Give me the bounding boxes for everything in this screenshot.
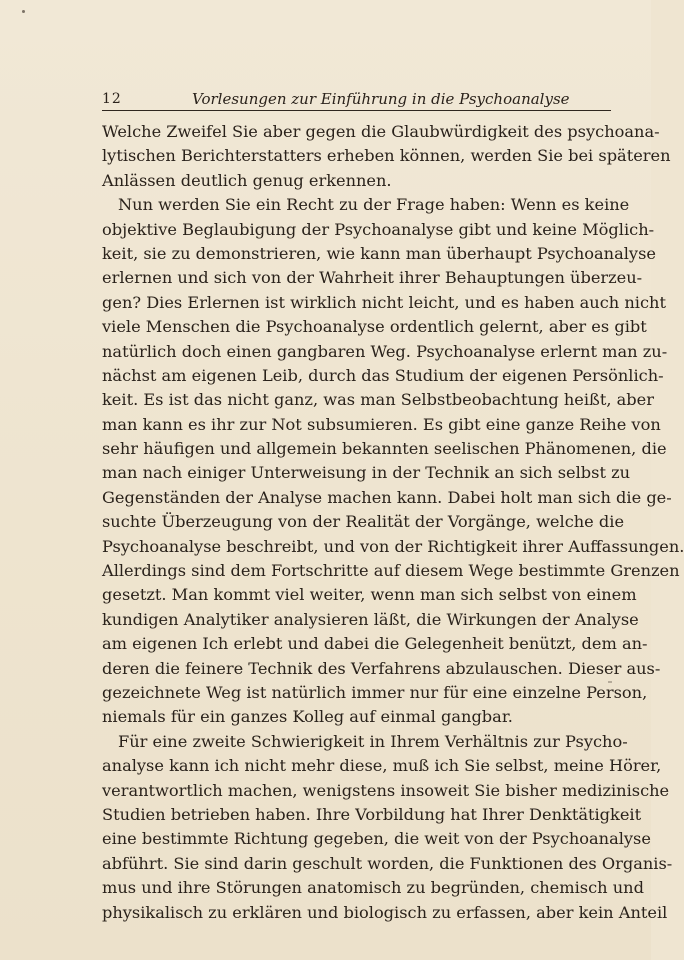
paper-mark [608, 681, 612, 683]
text-line: mus und ihre Störungen anatomisch zu begründen, chemisch und [102, 878, 644, 898]
text-line: Für eine zweite Schwierigkeit in Ihrem Verhältnis zur Psycho- [118, 731, 628, 751]
page-number: 12 [102, 91, 122, 107]
text-line: deren die feinere Technik des Verfahrens abzulauschen. Dieser aus- [102, 658, 661, 678]
page-header [102, 90, 611, 112]
text-line: sehr häufigen und allgemein bekannten seelischen Phänomenen, die [102, 439, 667, 459]
paper-speck [22, 10, 25, 13]
text-line: objektive Beglaubigung der Psychoanalyse gibt und keine Möglich- [102, 219, 655, 239]
text-line: keit. Es ist das nicht ganz, was man Selbstbeobachtung heißt, aber [102, 390, 654, 410]
text-line: gezeichnete Weg ist natürlich immer nur für eine einzelne Person, [102, 682, 648, 702]
body-text [102, 120, 684, 925]
text-line: niemals für ein ganzes Kolleg auf einmal gangbar. [102, 707, 513, 727]
text-line: keit, sie zu demonstrieren, wie kann man überhaupt Psychoanalyse [102, 243, 656, 263]
text-line: Welche Zweifel Sie aber gegen die Glaubwürdigkeit des psychoana- [102, 122, 660, 141]
text-line: Anlässen deutlich genug erkennen. [102, 170, 392, 190]
running-title: Vorlesungen zur Einführung in die Psychoanalyse [192, 90, 570, 108]
text-line: suchte Überzeugung von der Realität der Vorgänge, welche die [102, 512, 625, 532]
text-line: viele Menschen die Psychoanalyse ordentlich gelernt, aber es gibt [102, 317, 647, 337]
text-line: kundigen Analytiker analysieren läßt, die Wirkungen der Analyse [102, 609, 639, 629]
text-line: verantwortlich machen, wenigstens insoweit Sie bisher medizinische [102, 780, 670, 800]
text-line: am eigenen Ich erlebt und dabei die Gelegenheit benützt, dem an- [102, 634, 648, 654]
text-line: natürlich doch einen gangbaren Weg. Psychoanalyse erlernt man zu- [102, 341, 668, 361]
text-line: erlernen und sich von der Wahrheit ihrer Behauptungen überzeu- [102, 268, 643, 288]
text-line: man kann es ihr zur Not subsumieren. Es gibt eine ganze Reihe von [102, 414, 661, 434]
text-line: analyse kann ich nicht mehr diese, muß ich Sie selbst, meine Hörer, [102, 756, 662, 776]
text-line: man nach einiger Unterweisung in der Technik an sich selbst zu [102, 463, 631, 483]
text-line: Gegenständen der Analyse machen kann. Dabei holt man sich die ge- [102, 487, 672, 507]
text-line: abführt. Sie sind darin geschult worden, die Funktionen des Organis- [102, 853, 673, 873]
text-line: Psychoanalyse beschreibt, und von der Richtigkeit ihrer Auffassungen. [102, 536, 684, 556]
text-line: Allerdings sind dem Fortschritte auf diesem Wege bestimmte Grenzen [102, 561, 680, 581]
text-line: lytischen Berichterstatters erheben können, werden Sie bei späteren [102, 146, 671, 166]
header-rule [102, 110, 611, 111]
text-line: eine bestimmte Richtung gegeben, die weit von der Psychoanalyse [102, 829, 651, 849]
text-line: Nun werden Sie ein Recht zu der Frage haben: Wenn es keine [118, 195, 630, 215]
text-line: physikalisch zu erklären und biologisch zu erfassen, aber kein Anteil [102, 902, 668, 922]
text-line: Studien betrieben haben. Ihre Vorbildung hat Ihrer Denktätigkeit [102, 804, 642, 824]
text-line: gesetzt. Man kommt viel weiter, wenn man sich selbst von einem [102, 585, 637, 605]
text-line: gen? Dies Erlernen ist wirklich nicht leicht, und es haben auch nicht [102, 292, 666, 312]
text-line: nächst am eigenen Leib, durch das Studium der eigenen Persönlich- [102, 365, 664, 385]
